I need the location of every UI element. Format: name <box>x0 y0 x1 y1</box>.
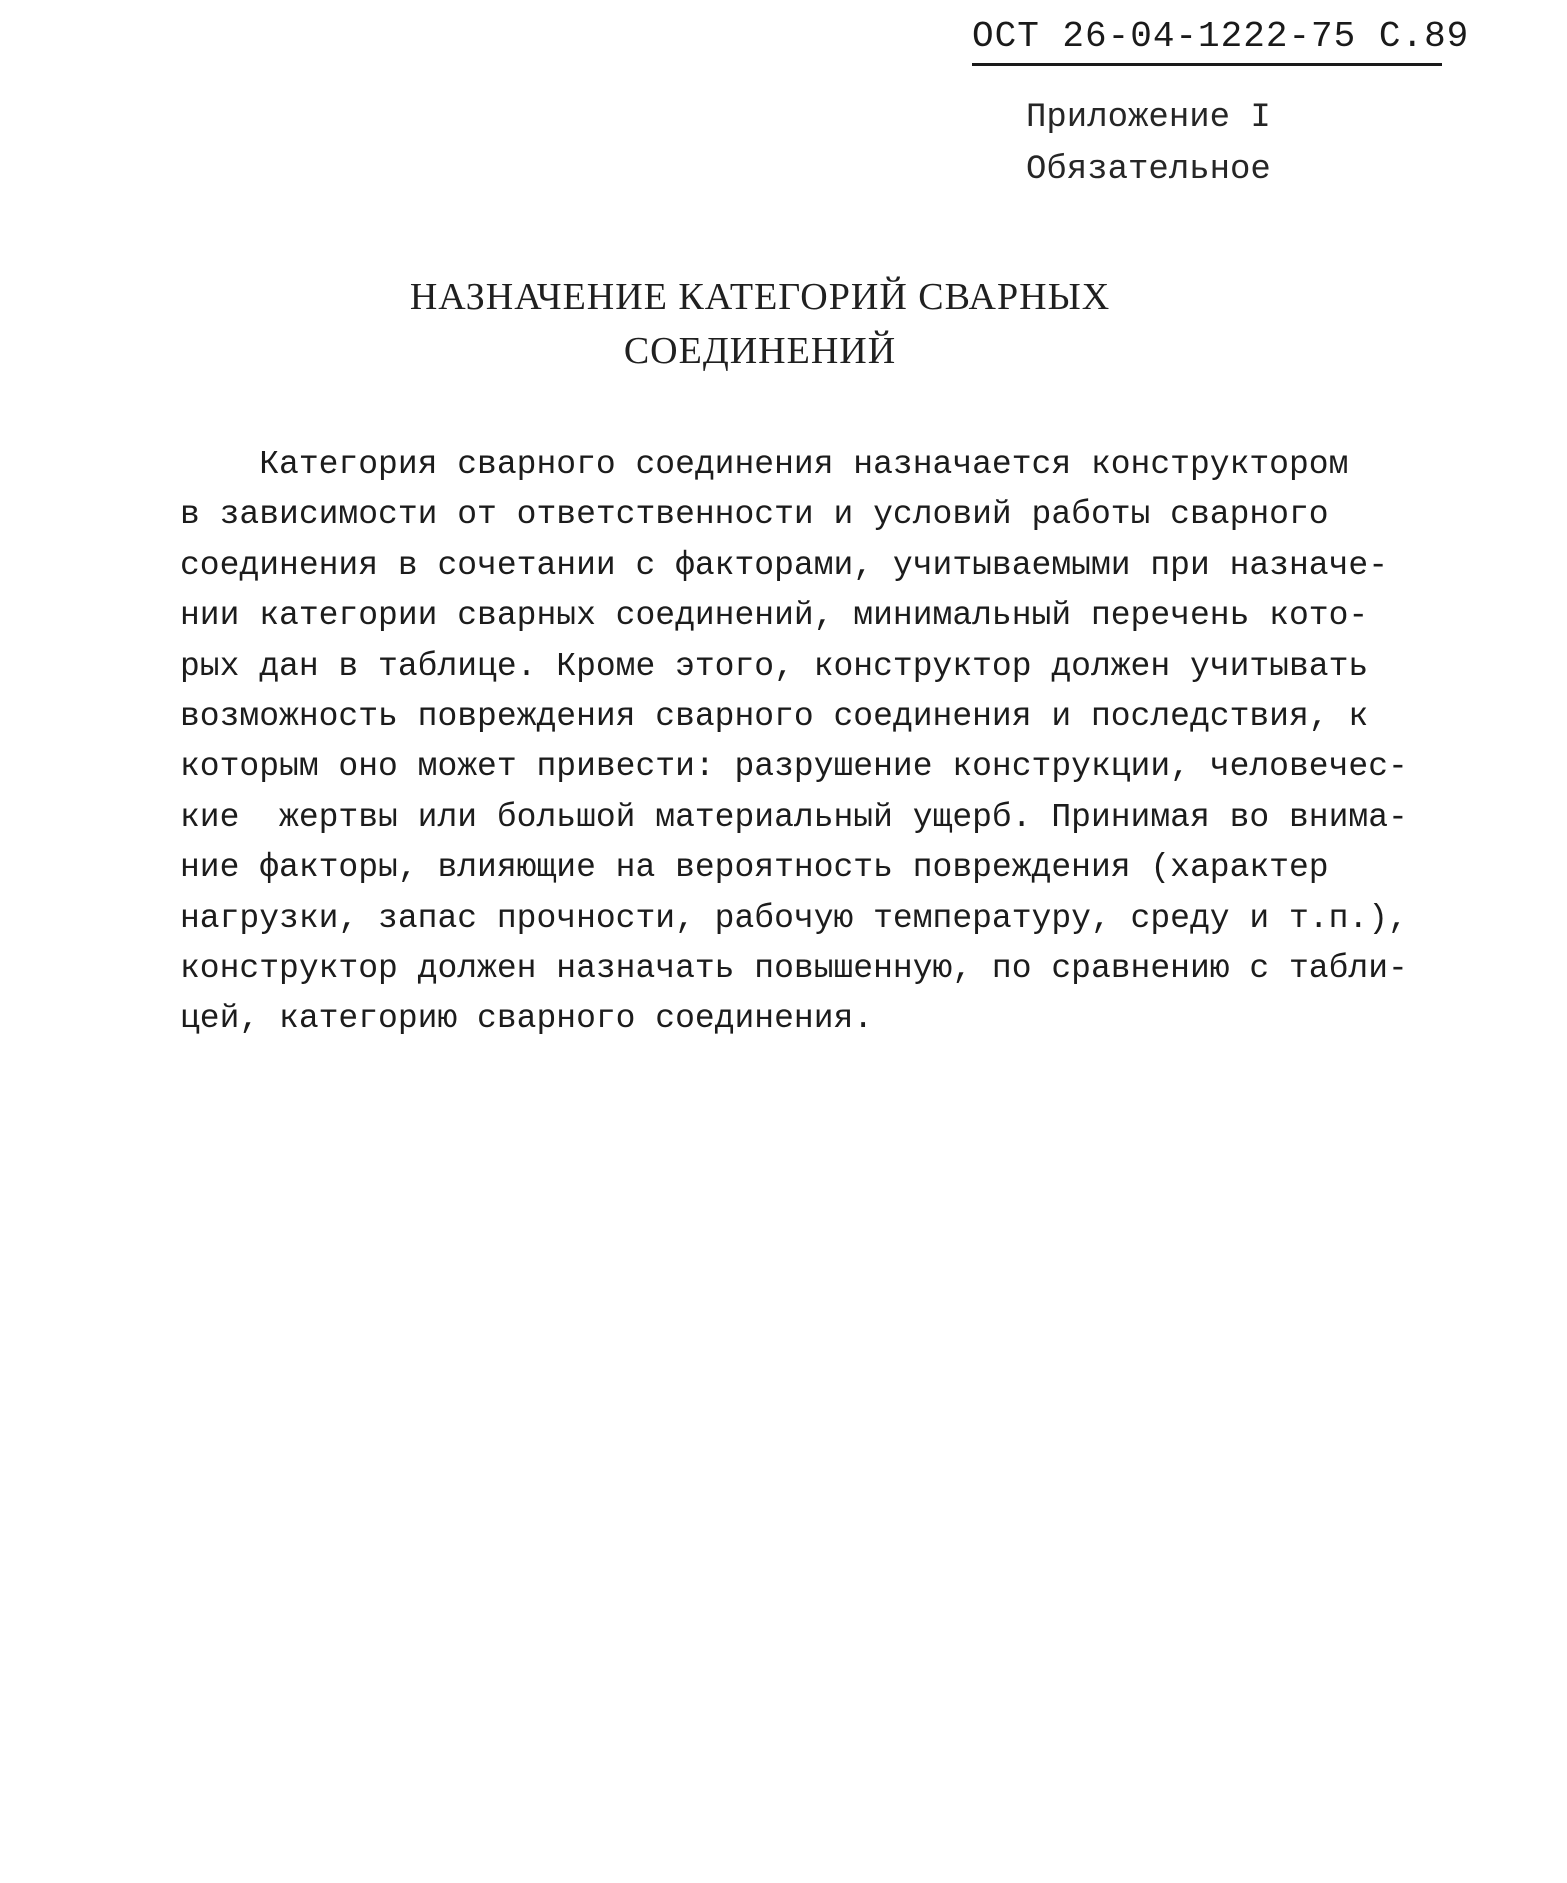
title-line-1: НАЗНАЧЕНИЕ КАТЕГОРИЙ СВАРНЫХ <box>409 276 1111 318</box>
paragraph-line: цей, категорию сварного соединения. <box>180 1000 874 1038</box>
paragraph-line: кие жертвы или большой материальный ущерб. Принимая во внима- <box>180 798 1408 836</box>
appendix-label: Приложение I <box>1026 99 1271 137</box>
page-title <box>380 270 1140 378</box>
paragraph-line: в зависимости от ответственности и условий работы сварного <box>180 496 1329 534</box>
paragraph-line: нагрузки, запас прочности, рабочую температуру, среду и т.п.), <box>180 899 1408 937</box>
paragraph-line: которым оно может привести: разрушение конструкции, человечес- <box>180 748 1408 786</box>
document-code-header: ОСТ 26-04-1222-75 С.89 <box>972 16 1442 66</box>
paragraph-line: нии категории сварных соединений, минимальный перечень кото- <box>180 597 1369 635</box>
paragraph-line: конструктор должен назначать повышенную, по сравнению с табли- <box>180 950 1408 988</box>
paragraph-line: Категория сварного соединения назначается конструктором <box>180 446 1349 483</box>
paragraph-line: ние факторы, влияющие на вероятность повреждения (характер <box>180 849 1329 887</box>
paragraph-line: соединения в сочетании с факторами, учитываемыми при назначе- <box>180 546 1388 584</box>
appendix-block <box>1026 92 1271 196</box>
paragraph-line: возможность повреждения сварного соединения и последствия, к <box>180 698 1369 736</box>
paragraph-line: рых дан в таблице. Кроме этого, конструктор должен учитывать <box>180 647 1369 685</box>
title-line-2: СОЕДИНЕНИЙ <box>623 330 897 372</box>
appendix-status: Обязательное <box>1026 151 1271 189</box>
body-paragraph <box>180 440 1480 1045</box>
